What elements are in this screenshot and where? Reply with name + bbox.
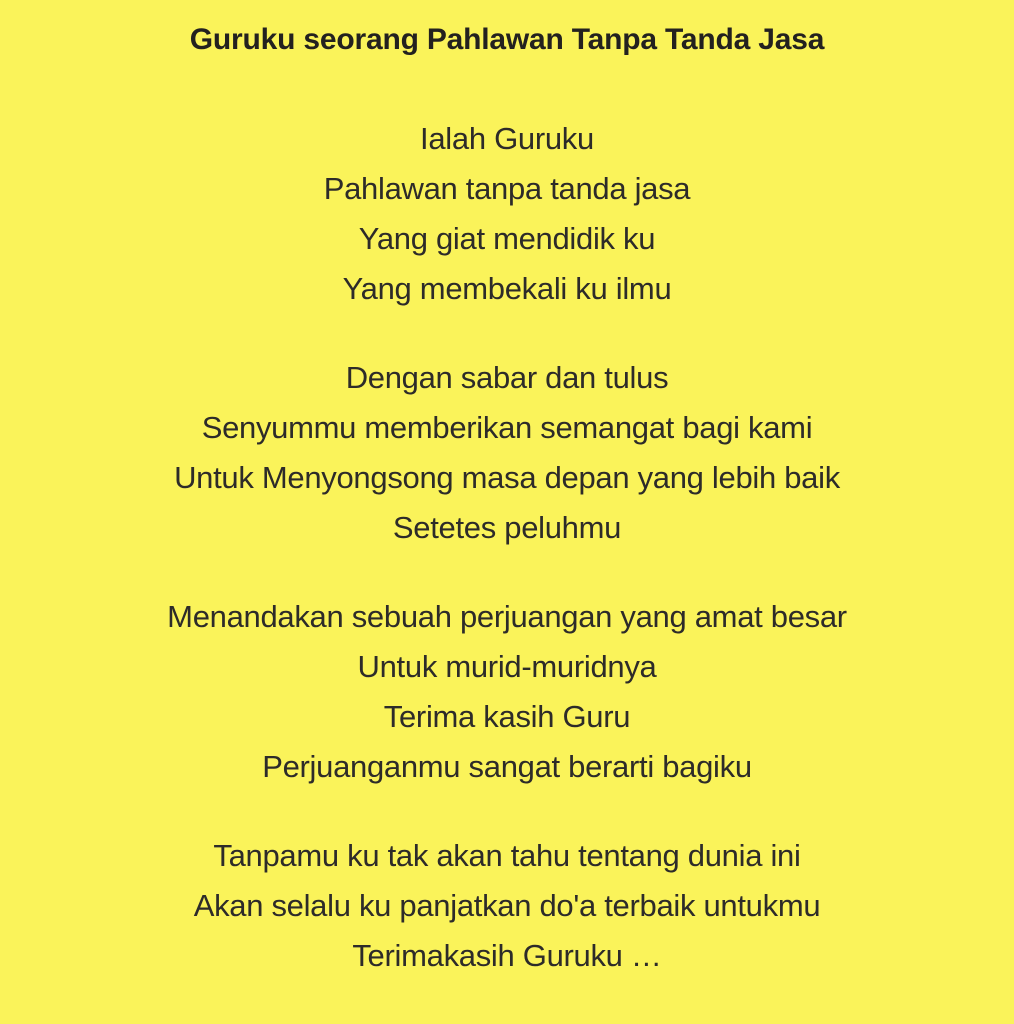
poem-stanza	[20, 114, 994, 314]
poem-stanza	[20, 592, 994, 792]
poem-line: Akan selalu ku panjatkan do'a terbaik untukmu	[193, 888, 821, 923]
poem-line: Pahlawan tanpa tanda jasa	[323, 171, 691, 206]
poem-line: Tanpamu ku tak akan tahu tentang dunia ini	[213, 838, 801, 873]
poem-body	[20, 114, 994, 981]
poem-line: Dengan sabar dan tulus	[345, 360, 669, 395]
poem-line: Senyummu memberikan semangat bagi kami	[201, 410, 813, 445]
poem-line: Yang giat mendidik ku	[358, 221, 656, 256]
poem-line: Ialah Guruku	[420, 121, 594, 156]
poem-line: Menandakan sebuah perjuangan yang amat besar	[167, 599, 847, 634]
poem-stanza	[20, 831, 994, 981]
poem-line: Setetes peluhmu	[392, 510, 622, 545]
poem-line: Perjuanganmu sangat berarti bagiku	[262, 749, 752, 784]
poem-line: Untuk murid-muridnya	[357, 649, 657, 684]
page-title: Guruku seorang Pahlawan Tanpa Tanda Jasa	[189, 23, 825, 56]
poem-stanza	[20, 353, 994, 553]
poem-line: Terima kasih Guru	[383, 699, 631, 734]
poem-line: Yang membekali ku ilmu	[342, 271, 672, 306]
poem-line: Untuk Menyongsong masa depan yang lebih baik	[174, 460, 840, 495]
poem-line: Terimakasih Guruku …	[352, 938, 662, 973]
